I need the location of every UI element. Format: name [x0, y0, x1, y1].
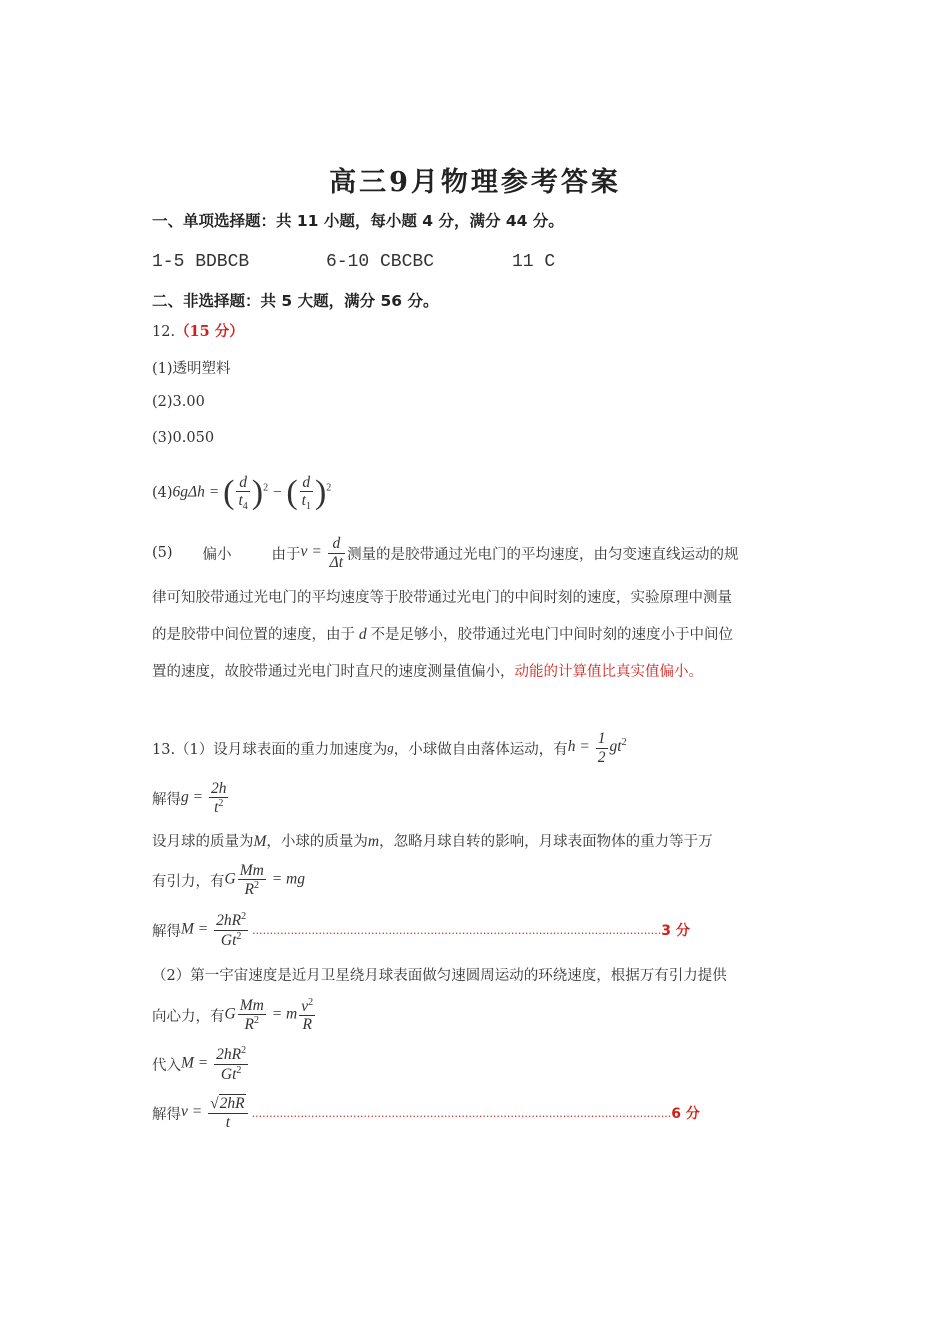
equation-velocity: v = $\frac{d}{\Delta t}$	[300, 535, 344, 571]
equation-mass: M = $\frac{2hR^2}{Gt^2}$	[181, 911, 247, 949]
q13-solve3-label: 解得	[152, 1106, 181, 1123]
q12-answer-5-text3a: 的是胶带中间位置的速度，由于	[152, 627, 355, 643]
q12-answer-4-label: (4)	[152, 485, 173, 501]
q12-answer-5-result: 偏小	[202, 546, 232, 563]
q13-substitute-label: 代入	[152, 1057, 181, 1074]
q13-text3c: ，忽略月球自转的影响，月球表面物体的重力等于万	[379, 834, 713, 850]
q12-number: 12.	[152, 324, 176, 340]
q13-score2: 6 分	[671, 1106, 700, 1122]
q12-answer-5-label: (5)	[152, 545, 173, 561]
q12-answer-5-line3: 的是胶带中间位置的速度，由于 d 不是足够小，胶带通过光电门中间时刻的速度小于中间位	[152, 626, 733, 643]
q13-solve-v	[152, 1090, 700, 1136]
q13-line4	[152, 858, 305, 902]
q13-text3a: 设月球的质量为	[152, 834, 254, 850]
equation-free-fall: h = $\frac{1}{2}$ $gt^2$	[567, 730, 627, 766]
q12-header	[152, 320, 244, 341]
answers-11: 11 C	[512, 252, 556, 272]
q12-answer-5-text4: 置的速度，故胶带通过光电门时直尺的速度测量值偏小，	[152, 664, 515, 680]
q12-answer-5-text1: 测量的是胶带通过光电门的平均速度，由匀变速直线运动的规	[347, 546, 739, 563]
equation-gravity: G $\frac{Mm}{R^2}$ = mg	[224, 861, 305, 899]
equation-mass-sub: M = $\frac{2hR^2}{Gt^2}$	[181, 1045, 247, 1083]
equation-velocity-result: v = $\frac{√2hR}{t}$	[181, 1095, 250, 1130]
equation-energy: 6gΔh = ( $\frac{d}{t_4}$ )$^2$ − ( $\frac{d}{t_1}$ )$^2$	[172, 473, 332, 513]
section1-heading: 一、单项选择题：共 11 小题，每小题 4 分，满分 44 分。	[152, 212, 564, 230]
q12-answer-2: (2)3.00	[152, 394, 205, 410]
answers-1-5: 1-5 BDBCB	[152, 252, 250, 272]
q13-solve-g	[152, 776, 230, 820]
q12-answer-5-conclusion: 动能的计算值比真实值偏小。	[514, 664, 703, 680]
q12-answer-5-line4	[152, 660, 703, 681]
q12-answer-5-line2: 律可知胶带通过光电门的平均速度等于胶带通过光电门的中间时刻的速度，实验原理中测量	[152, 590, 732, 606]
q13-text7: 向心力，有	[152, 1008, 225, 1025]
q13-line1: 13.（1）设月球表面的重力加速度为 g ，小球做自由落体运动，有 h = $\frac{1}{2}$ $gt^2$	[152, 730, 627, 766]
q12-answer-5-line1	[152, 533, 739, 573]
q13-solve-m	[152, 908, 690, 952]
answers-6-10: 6-10 CBCBC	[326, 252, 435, 272]
q13-text1: 13.（1）设月球表面的重力加速度为	[152, 741, 388, 758]
q12-answer-5-intro: 由于	[271, 546, 301, 563]
q13-score1: 3 分	[661, 923, 690, 939]
equation-centripetal: G $\frac{Mm}{R^2}$ = m $\frac{v^2}{R}$	[224, 996, 314, 1034]
q13-text4: 有引力，有	[152, 873, 225, 890]
leader-dots: .....................................................................................................................	[252, 923, 662, 937]
equation-g: g = $\frac{2h}{t^2}$	[181, 779, 227, 817]
q12-answer-4	[152, 465, 331, 521]
q12-score: （15 分）	[175, 323, 244, 340]
leader-dots: ........................................................................................................................	[251, 1106, 672, 1120]
q13-text3b: ，小球的质量为	[266, 834, 368, 850]
q12-answer-1: (1)透明塑料	[152, 361, 231, 377]
q13-substitute	[152, 1042, 250, 1086]
q12-answer-5-text3b: 不是足够小，胶带通过光电门中间时刻的速度小于中间位	[370, 627, 733, 643]
q13-line7	[152, 992, 317, 1038]
q13-solve2-label: 解得	[152, 923, 181, 940]
q13-text1b: ，小球做自由落体运动，有	[393, 741, 568, 758]
q13-line6: （2）第一宇宙速度是近月卫星绕月球表面做匀速圆周运动的环绕速度，根据万有引力提供	[152, 968, 727, 984]
page-title: 高三9月物理参考答案	[329, 167, 621, 198]
section2-heading: 二、非选择题：共 5 大题，满分 56 分。	[152, 292, 439, 310]
q13-line3: 设月球的质量为M，小球的质量为m，忽略月球自转的影响，月球表面物体的重力等于万	[152, 833, 713, 850]
q12-answer-3: (3)0.050	[152, 430, 215, 446]
q13-solve1-label: 解得	[152, 791, 181, 808]
